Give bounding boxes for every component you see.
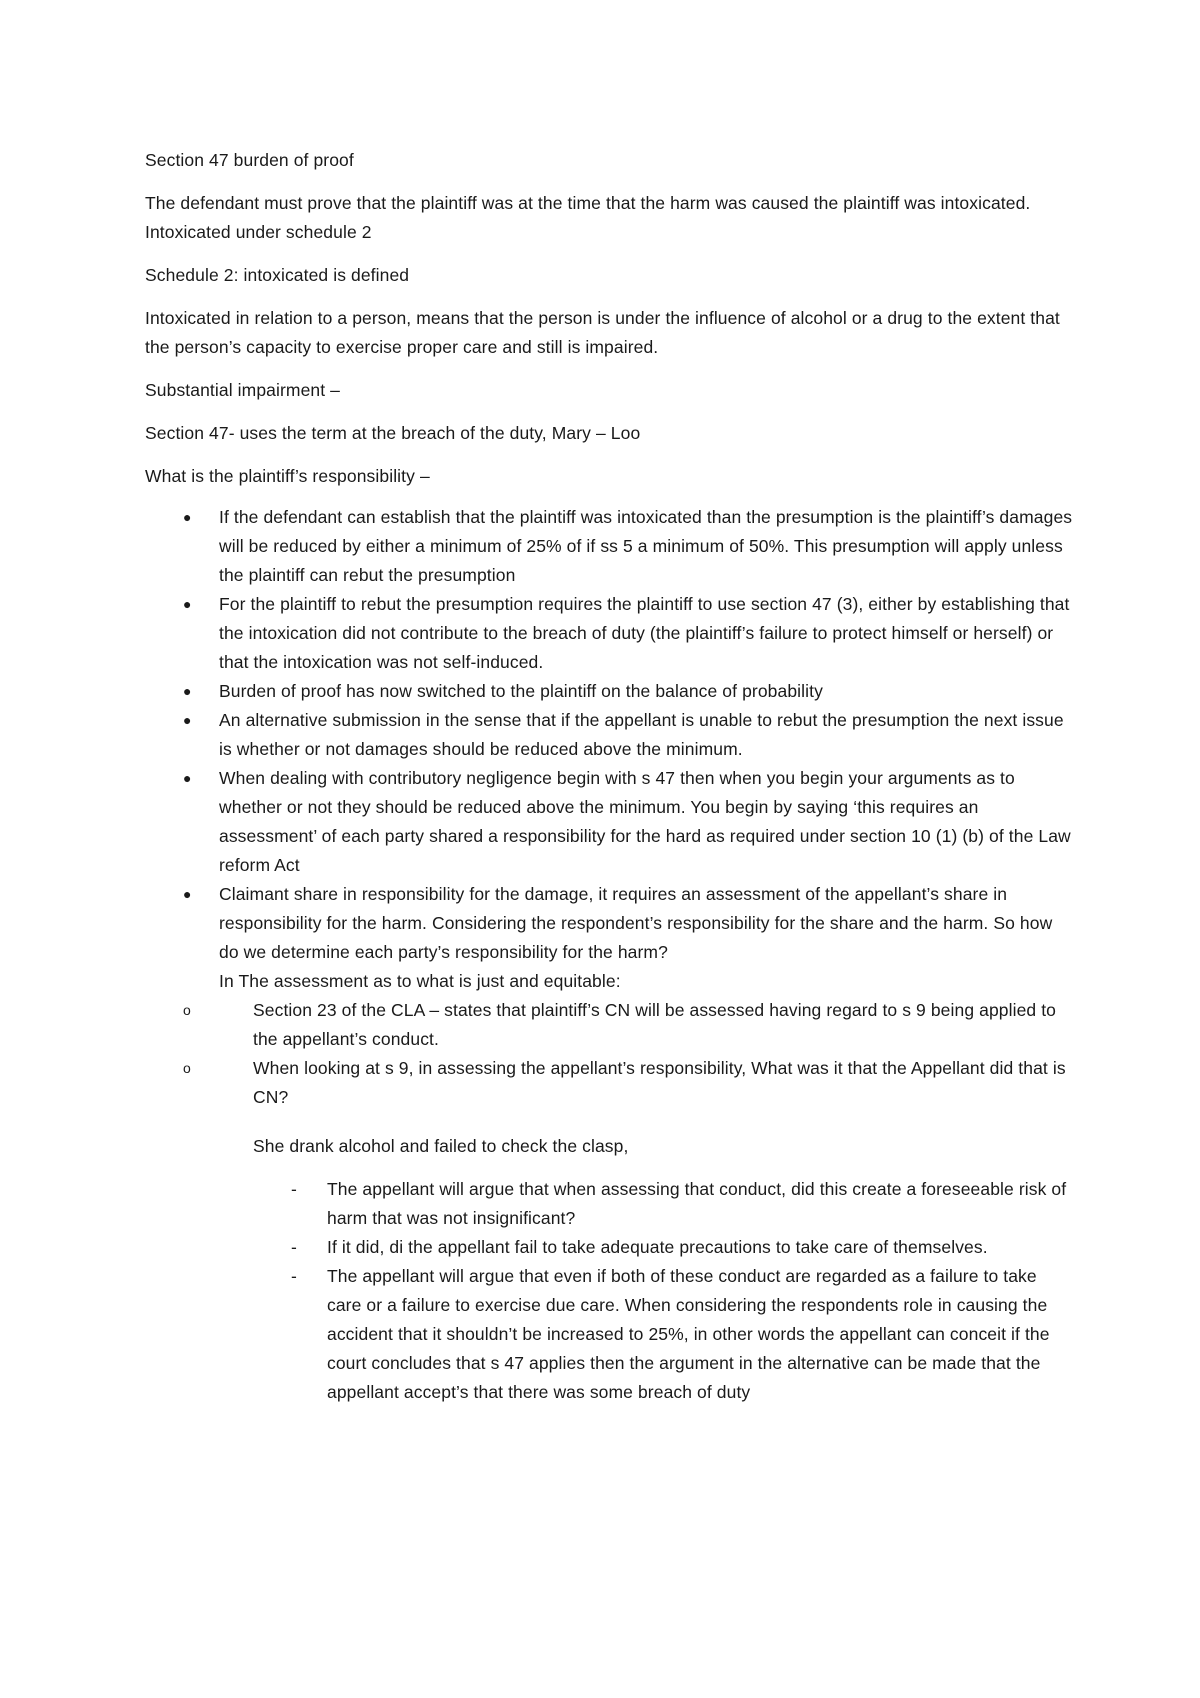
bullet-text: Claimant share in responsibility for the damage, it requires an assessment of the appellant’s share in responsibility for the harm. Considering the respondent’s responsibility for the share and the harm. So how do we determine each party’s responsibility for the harm? bbox=[219, 884, 1053, 962]
dash-text: The appellant will argue that when assessing that conduct, did this create a foreseeable risk of harm that was not insignificant? bbox=[327, 1179, 1067, 1228]
sub-bullet-text: When looking at s 9, in assessing the appellant’s responsibility, What was it that the Appellant did that is CN? bbox=[253, 1058, 1066, 1107]
bullet-marker: ● bbox=[183, 886, 192, 902]
bullet-text: When dealing with contributory negligence begin with s 47 then when you begin your arguments as to whether or not they should be reduced above the minimum. You begin by saying ‘this requires an assessment’ of each party shared a responsibility for the hard as required under section 10 (1) (b) of the Law reform Act bbox=[219, 768, 1071, 875]
dash-marker: - bbox=[291, 1237, 297, 1257]
dash-item bbox=[145, 1233, 1075, 1262]
bullet-continuation: In The assessment as to what is just and equitable: bbox=[219, 971, 621, 991]
bullet-text: For the plaintiff to rebut the presumption requires the plaintiff to use section 47 (3), either by establishing that the intoxication did not contribute to the breach of duty (the plaintiff’s failure to protect himself or herself) or that the intoxication was not self-induced. bbox=[219, 594, 1070, 672]
bullet-marker: ● bbox=[183, 712, 192, 728]
bullet-item bbox=[145, 764, 1075, 880]
sub-bullet-marker: o bbox=[183, 1060, 191, 1076]
sub-bullet-marker: o bbox=[183, 1002, 191, 1018]
dash-text: The appellant will argue that even if both of these conduct are regarded as a failure to take care or a failure to exercise due care. When considering the respondents role in causing the accident that it shouldn’t be increased to 25%, in other words the appellant can conceit if the court concludes that s 47 applies then the argument in the alternative can be made that the appellant accept’s that there was some breach of duty bbox=[327, 1266, 1050, 1402]
dash-marker: - bbox=[291, 1179, 297, 1199]
bullet-item bbox=[145, 706, 1075, 764]
bullet-marker: ● bbox=[183, 683, 192, 699]
bullet-text: An alternative submission in the sense that if the appellant is unable to rebut the presumption the next issue is whether or not damages should be reduced above the minimum. bbox=[219, 710, 1064, 759]
document-body bbox=[145, 146, 1075, 1407]
paragraph-section47: Section 47- uses the term at the breach of the duty, Mary – Loo bbox=[145, 423, 641, 443]
dash-item bbox=[145, 1262, 1075, 1407]
bullet-marker: ● bbox=[183, 770, 192, 786]
bullet-item bbox=[145, 677, 1075, 706]
paragraph-responsibility: What is the plaintiff’s responsibility – bbox=[145, 466, 430, 486]
bullet-item bbox=[145, 503, 1075, 590]
bullet-list bbox=[145, 503, 1075, 967]
bullet-marker: ● bbox=[183, 509, 192, 525]
dash-list bbox=[145, 1175, 1075, 1407]
bullet-marker: ● bbox=[183, 596, 192, 612]
paragraph-burden: The defendant must prove that the plaintiff was at the time that the harm was caused the plaintiff was intoxicated. Intoxicated under schedule 2 bbox=[145, 193, 1031, 242]
dash-text: If it did, di the appellant fail to take adequate precautions to take care of themselves. bbox=[327, 1237, 988, 1257]
sub-bullet-item bbox=[145, 996, 1075, 1054]
bullet-item bbox=[145, 880, 1075, 967]
plain-line: She drank alcohol and failed to check the clasp, bbox=[253, 1136, 629, 1156]
dash-item bbox=[145, 1175, 1075, 1233]
sub-bullet-list bbox=[145, 996, 1075, 1112]
sub-bullet-item bbox=[145, 1054, 1075, 1112]
bullet-text: If the defendant can establish that the plaintiff was intoxicated than the presumption is the plaintiff’s damages will be reduced by either a minimum of 25% of if ss 5 a minimum of 50%. This presumption will apply unless the plaintiff can rebut the presumption bbox=[219, 507, 1073, 585]
paragraph-impairment: Substantial impairment – bbox=[145, 380, 340, 400]
sub-bullet-text: Section 23 of the CLA – states that plaintiff’s CN will be assessed having regard to s 9 being applied to the appellant’s conduct. bbox=[253, 1000, 1057, 1049]
section-heading: Section 47 burden of proof bbox=[145, 150, 354, 170]
bullet-item bbox=[145, 590, 1075, 677]
paragraph-definition: Intoxicated in relation to a person, means that the person is under the influence of alcohol or a drug to the extent that the person’s capacity to exercise proper care and still is impaired. bbox=[145, 308, 1060, 357]
bullet-text: Burden of proof has now switched to the plaintiff on the balance of probability bbox=[219, 681, 823, 701]
paragraph-schedule: Schedule 2: intoxicated is defined bbox=[145, 265, 410, 285]
dash-marker: - bbox=[291, 1266, 297, 1286]
